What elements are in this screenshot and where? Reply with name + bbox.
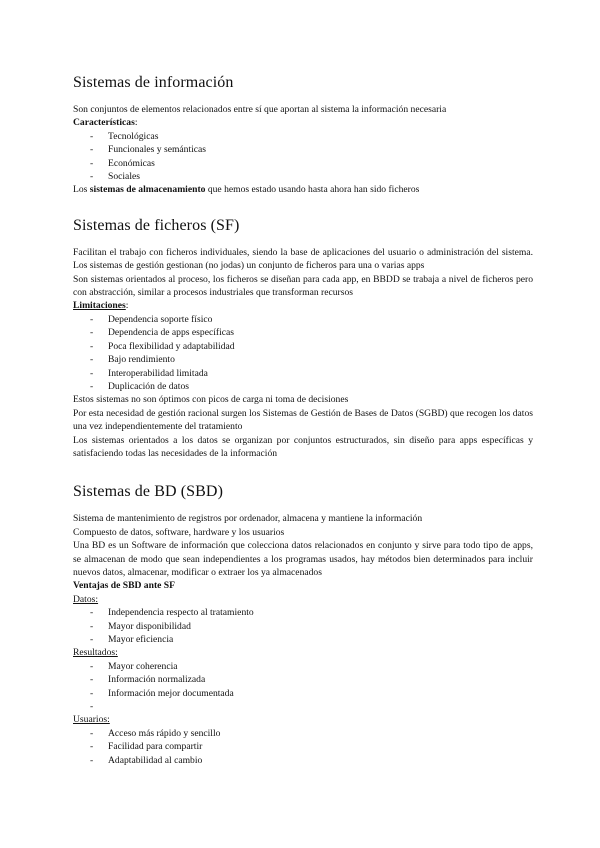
dash-bullet: - (90, 620, 94, 632)
list-item-text: Interoperabilidad limitada (108, 367, 208, 379)
list-item (73, 754, 533, 767)
list-item (73, 170, 533, 183)
dash-bullet: - (90, 634, 94, 645)
list-item-text: Adaptabilidad al cambio (108, 754, 203, 766)
paragraph: Por esta necesidad de gestión racional surgen los Sistemas de Gestión de Bases de Datos (SGBD) que recogen los datos una vez independientemente del tratamiento (73, 407, 533, 433)
list-item (73, 367, 533, 380)
section-title-sistemas-informacion: Sistemas de información (73, 74, 234, 91)
advantages-list-usuarios (73, 727, 533, 767)
group-label-usuarios: Usuarios: (73, 714, 110, 726)
list-item-text: Duplicación de datos (108, 380, 189, 392)
dash-bullet: - (90, 754, 94, 766)
list-item-text: Acceso más rápido y sencillo (108, 727, 221, 739)
paragraph (73, 183, 533, 196)
group-label-datos: Datos: (73, 593, 99, 605)
dash-bullet: - (90, 727, 94, 739)
section-title-sistemas-bd: Sistemas de BD (SBD) (73, 483, 223, 501)
list-item (73, 673, 533, 686)
list-item (73, 740, 533, 753)
list-item (73, 380, 533, 393)
dash-bullet: - (90, 367, 94, 379)
text-run: Los (73, 184, 90, 196)
list-item-text: Información normalizada (108, 674, 206, 686)
list-item (73, 660, 533, 673)
list-item-text: Independencia respecto al tratamiento (108, 607, 254, 619)
list-item-text: Funcionales y semánticas (108, 144, 207, 156)
advantages-heading: Ventajas de SBD ante SF (73, 580, 175, 592)
paragraph: Los sistemas orientados a los datos se organizan por conjuntos estructurados, sin diseño para apps específicas y satisfaciendo todas las necesidades de la información (73, 434, 533, 459)
storage-systems-term: sistemas de almacenamiento (89, 184, 206, 196)
advantages-list-datos (73, 606, 533, 646)
dash-bullet: - (90, 660, 94, 672)
list-item-text: Tecnológicas (108, 130, 159, 142)
list-item-text (108, 701, 110, 712)
colon: : (134, 117, 138, 129)
list-item-text: Dependencia de apps específicas (108, 327, 234, 339)
dash-bullet: - (90, 157, 94, 169)
dash-bullet: - (90, 171, 94, 183)
paragraph: Son sistemas orientados al proceso, los ficheros se diseñan para cada app, en BBDD se trabaja a nivel de ficheros pero con abstracción, similar a procesos industriales que transforman recursos (73, 273, 533, 299)
list-item-text: Dependencia soporte físico (108, 313, 213, 325)
document-content (73, 66, 533, 767)
list-item (73, 143, 533, 156)
dash-bullet: - (90, 607, 94, 619)
section-title-sistemas-ficheros: Sistemas de ficheros (SF) (73, 216, 240, 234)
list-item (73, 687, 533, 700)
list-item (73, 157, 533, 170)
dash-bullet: - (90, 130, 94, 142)
text-run: que hemos estado usando hasta ahora han sido ficheros (205, 184, 420, 196)
paragraph: Una BD es un Software de información que colecciona datos relacionados en conjunto y sirve para todo tipo de apps, se almacenan de modo que sean independientes a los programas usados, hay métodos bien determinados para incluir nuevos datos, almacenar, modificar o extraer los ya almacenados (73, 540, 533, 578)
group-label-resultados: Resultados: (73, 647, 118, 659)
dash-bullet: - (90, 674, 94, 686)
list-item (73, 130, 533, 143)
limitations-list (73, 313, 533, 393)
list-item (73, 633, 533, 646)
characteristics-list (73, 130, 533, 184)
list-item (73, 340, 533, 353)
limitations-label: Limitaciones (73, 300, 126, 312)
characteristics-heading (73, 116, 533, 129)
list-item-text: Mayor coherencia (108, 660, 178, 672)
dash-bullet: - (90, 701, 94, 713)
colon: : (125, 300, 129, 312)
list-item-text: Económicas (108, 157, 155, 169)
paragraph: Facilitan el trabajo con ficheros individuales, siendo la base de aplicaciones del usuario o administración del sistema. Los sistemas de gestión gestionan (no jodas) un conjunto de ficheros para una o varias apps (73, 246, 533, 272)
list-item-text: Información mejor documentada (108, 687, 234, 699)
list-item-text: Bajo rendimiento (108, 354, 175, 366)
list-item (73, 727, 533, 740)
list-item-text: Poca flexibilidad y adaptabilidad (108, 340, 235, 352)
list-item (73, 313, 533, 326)
dash-bullet: - (90, 340, 94, 352)
paragraph: Compuesto de datos, software, hardware y los usuarios (73, 526, 285, 538)
dash-bullet: - (90, 741, 94, 753)
dash-bullet: - (90, 354, 94, 366)
list-item (73, 700, 533, 713)
list-item-text: Mayor disponibilidad (108, 620, 191, 632)
list-item (73, 606, 533, 619)
dash-bullet: - (90, 313, 94, 325)
list-item (73, 353, 533, 366)
paragraph: Estos sistemas no son óptimos con picos de carga ni toma de decisiones (73, 394, 349, 406)
dash-bullet: - (90, 144, 94, 156)
list-item-text: Mayor eficiencia (108, 634, 174, 645)
advantages-list-resultados (73, 660, 533, 714)
paragraph: Sistema de mantenimiento de registros por ordenador, almacena y mantiene la información (73, 513, 423, 525)
list-item-text: Sociales (108, 171, 140, 183)
list-item (73, 620, 533, 633)
list-item (73, 326, 533, 339)
dash-bullet: - (90, 687, 94, 699)
dash-bullet: - (90, 380, 94, 392)
limitations-heading (73, 299, 533, 312)
list-item-text: Facilidad para compartir (108, 741, 203, 753)
dash-bullet: - (90, 327, 94, 339)
paragraph: Son conjuntos de elementos relacionados entre sí que aportan al sistema la información necesaria (73, 104, 447, 115)
characteristics-label: Características (73, 117, 135, 129)
